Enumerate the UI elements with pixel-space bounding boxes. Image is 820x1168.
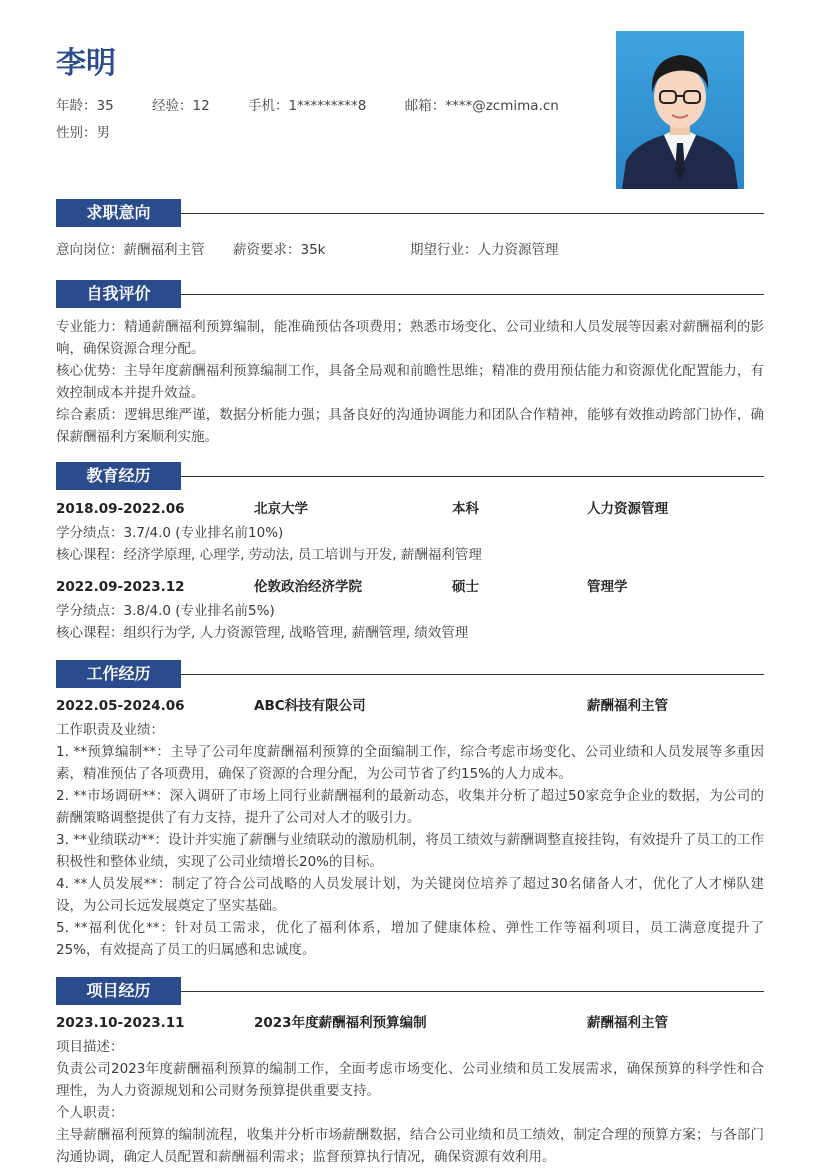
edu-period: 2018.09-2022.06	[56, 501, 185, 517]
edu-school: 北京大学	[254, 501, 308, 517]
gender-row	[56, 121, 144, 141]
work-item: 4. **人员发展**：制定了符合公司战略的人员发展计划，为关键岗位培养了超过30名储备人才，优化了人才梯队建设，为公司长远发展奠定了坚实基础。	[56, 876, 764, 914]
work-company: ABC科技有限公司	[254, 698, 366, 714]
work-role: 薪酬福利主管	[587, 698, 668, 714]
intent-position: 意向岗位：薪酬福利主管	[56, 242, 205, 258]
work-item: 5. **福利优化**：针对员工需求，优化了福利体系，增加了健康体检、弹性工作等福利项目，员工满意度提升了25%，有效提高了员工的归属感和忠诚度。	[56, 920, 764, 958]
work-period: 2022.05-2024.06	[56, 698, 185, 714]
section-title: 项目经历	[56, 977, 181, 1005]
work-item: 3. **业绩联动**：设计并实施了薪酬与业绩联动的激励机制，将员工绩效与薪酬调整直接挂钩，有效提升了员工的工作积极性和整体业绩，实现了公司业绩增长20%的目标。	[56, 832, 764, 870]
work-item: 1. **预算编制**：主导了公司年度薪酬福利预算的全面编制工作，综合考虑市场变化、公司业绩和人员发展等多重因素，精准预估了各项费用，确保了资源的合理分配，为公司节省了约15%的人力成本。	[56, 744, 764, 782]
experience-text: 经验：12	[151, 98, 210, 114]
job-intent-section	[56, 199, 764, 258]
intent-industry: 期望行业：人力资源管理	[410, 242, 559, 258]
edu-gpa: 学分绩点：3.7/4.0 (专业排名前10%)	[56, 525, 284, 541]
candidate-name: 李明	[56, 46, 116, 81]
project-role: 薪酬福利主管	[587, 1015, 668, 1031]
section-divider	[181, 476, 764, 477]
project-desc: 负责公司2023年度薪酬福利预算的编制工作，全面考虑市场变化、公司业绩和员工发展需求，确保预算的科学性和合理性，为人力资源规划和公司财务预算提供重要支持。	[56, 1061, 764, 1099]
email-text: 邮箱：****@zcmima.cn	[404, 98, 559, 114]
section-title: 求职意向	[56, 199, 181, 227]
education-section	[56, 462, 764, 641]
section-header	[56, 660, 764, 688]
section-header	[56, 977, 764, 1005]
portrait-illustration	[616, 31, 744, 189]
education-entry-header	[56, 576, 764, 598]
section-divider	[181, 213, 764, 214]
work-entry-header	[56, 695, 764, 717]
section-title: 教育经历	[56, 462, 181, 490]
project-name: 2023年度薪酬福利预算编制	[254, 1015, 427, 1031]
section-divider	[181, 991, 764, 992]
work-item: 2. **市场调研**：深入调研了市场上同行业薪酬福利的最新动态，收集并分析了超过50家竞争企业的数据，为公司的薪酬策略调整提供了有力支持，提升了公司对人才的吸引力。	[56, 788, 764, 826]
section-header	[56, 199, 764, 227]
edu-period: 2022.09-2023.12	[56, 579, 185, 595]
section-title: 自我评价	[56, 280, 181, 308]
edu-major: 人力资源管理	[587, 501, 668, 517]
edu-gpa: 学分绩点：3.8/4.0 (专业排名前5%)	[56, 603, 275, 619]
project-period: 2023.10-2023.11	[56, 1015, 185, 1031]
section-divider	[181, 294, 764, 295]
section-title: 工作经历	[56, 660, 181, 688]
project-desc-label: 项目描述：	[56, 1039, 124, 1055]
edu-degree: 硕士	[452, 579, 479, 595]
edu-major: 管理学	[587, 579, 628, 595]
profile-photo	[616, 31, 744, 189]
self-eval-item: 专业能力：精通薪酬福利预算编制，能准确预估各项费用；熟悉市场变化、公司业绩和人员发展等因素对薪酬福利的影响，确保资源合理分配。	[56, 319, 764, 357]
edu-school: 伦敦政治经济学院	[254, 579, 362, 595]
self-evaluation-section	[56, 280, 764, 445]
age-text: 年龄：35	[56, 98, 114, 114]
work-intro: 工作职责及业绩：	[56, 722, 164, 738]
section-header	[56, 280, 764, 308]
gender-text: 性别：男	[56, 125, 110, 141]
work-section	[56, 660, 764, 958]
project-section	[56, 977, 764, 1165]
education-entry-header	[56, 498, 764, 520]
project-entry-header	[56, 1012, 764, 1034]
section-header	[56, 462, 764, 490]
self-eval-item: 综合素质：逻辑思维严谨，数据分析能力强；具备良好的沟通协调能力和团队合作精神，能够有效推动跨部门协作，确保薪酬福利方案顺利实施。	[56, 407, 764, 445]
project-duty: 主导薪酬福利预算的编制流程，收集并分析市场薪酬数据，结合公司业绩和员工绩效，制定合理的预算方案；与各部门沟通协调，确定人员配置和薪酬福利需求；监督预算执行情况，确保资源有效利用。	[56, 1127, 764, 1165]
phone-text: 手机：1*********8	[247, 98, 367, 114]
edu-degree: 本科	[452, 501, 479, 517]
edu-courses: 核心课程：经济学原理, 心理学, 劳动法, 员工培训与开发, 薪酬福利管理	[56, 547, 482, 563]
section-divider	[181, 674, 764, 675]
basic-info-row	[56, 94, 593, 114]
project-duty-label: 个人职责：	[56, 1105, 124, 1121]
edu-courses: 核心课程：组织行为学, 人力资源管理, 战略管理, 薪酬管理, 绩效管理	[56, 625, 469, 641]
intent-salary: 薪资要求：35k	[233, 242, 326, 258]
self-eval-item: 核心优势：主导年度薪酬福利预算编制工作，具备全局观和前瞻性思维；精准的费用预估能力和资源优化配置能力，有效控制成本并提升效益。	[56, 363, 764, 401]
